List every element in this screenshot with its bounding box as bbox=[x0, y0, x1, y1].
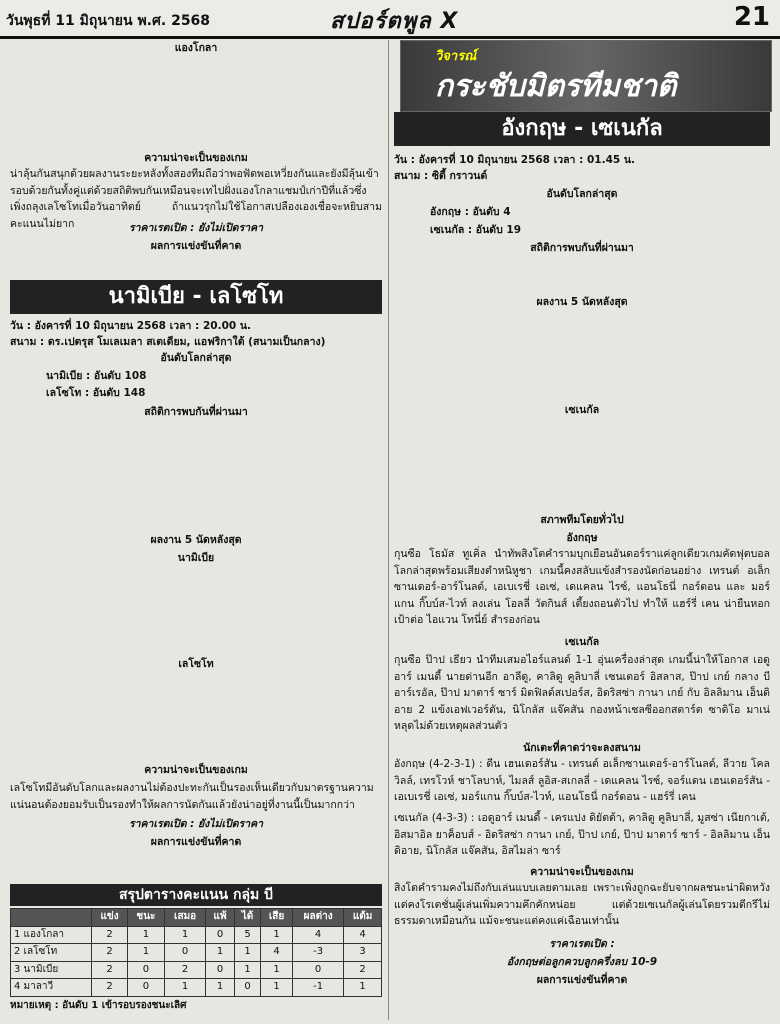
h2h-list bbox=[10, 440, 382, 525]
stat-cell: 1 bbox=[164, 926, 205, 944]
table-row bbox=[11, 979, 382, 997]
standings-column-header bbox=[11, 909, 92, 927]
match-venue: สนาม : ดร.เปตรุส โมเลเมลา สเตเดียม, แอฟริกาใต้ (สนามเป็นกลาง) bbox=[10, 336, 326, 348]
stat-cell: 1 bbox=[261, 926, 293, 944]
team-heading: เซเนกัล bbox=[564, 636, 600, 648]
standings-column-header: แต้ม bbox=[344, 909, 382, 927]
stat-cell: 4 bbox=[261, 944, 293, 962]
section-heading: แองโกลา bbox=[174, 42, 218, 54]
section-heading: ความน่าจะเป็นของเกม bbox=[530, 866, 634, 878]
standings-column-header: เสีย bbox=[261, 909, 293, 927]
match-venue: สนาม : ซิตี้ กราวนด์ bbox=[394, 170, 488, 182]
stat-cell: 3 bbox=[344, 944, 382, 962]
review-banner-headline: กระชับมิตรทีมชาติ bbox=[435, 69, 677, 104]
stat-cell: 2 bbox=[92, 926, 128, 944]
match-time: วัน : อังคารที่ 10 มิถุนายน 2568 เวลา : 20.00 น. bbox=[10, 320, 251, 332]
standings-column-header: แข่ง bbox=[92, 909, 128, 927]
stat-cell: 1 bbox=[261, 979, 293, 997]
team-heading: เลโซโท bbox=[178, 658, 214, 670]
section-heading: สถิติการพบกันที่ผ่านมา bbox=[144, 406, 248, 418]
standings-column-header: ชนะ bbox=[127, 909, 164, 927]
stat-cell: 4 bbox=[344, 926, 382, 944]
section-heading: ผลการแข่งขันที่คาด bbox=[150, 240, 242, 252]
stat-cell: 2 bbox=[92, 979, 128, 997]
table-row bbox=[11, 926, 382, 944]
standings-header-row bbox=[11, 909, 382, 927]
stat-cell: 2 bbox=[92, 961, 128, 979]
stat-cell: 4 bbox=[293, 926, 344, 944]
world-ranking: อังกฤษ : อันดับ 4 bbox=[430, 206, 511, 218]
opening-odds: ราคาเรตเปิด : ยังไม่เปิดราคา bbox=[128, 222, 264, 234]
standings-title: สรุปตารางคะแนน กลุ่ม บี bbox=[10, 884, 382, 906]
results-list bbox=[10, 568, 382, 652]
page-header bbox=[0, 0, 780, 39]
results-list bbox=[394, 418, 770, 504]
stat-cell: 2 bbox=[164, 961, 205, 979]
stat-cell: 0 bbox=[234, 979, 260, 997]
standings-table bbox=[10, 908, 382, 997]
section-heading: ผลการแข่งขันที่คาด bbox=[150, 836, 242, 848]
review-banner-kicker: วิจารณ์ bbox=[435, 49, 477, 64]
stat-cell: 1 bbox=[127, 926, 164, 944]
stat-cell: 1 bbox=[234, 961, 260, 979]
lineup-senegal: เซเนกัล (4-3-3) : เอดูอาร์ เมนดี้ - เครแปง ดิยัตต้า, คาลิดู คูลิบาลี่, มูสซ่า เนียกาเต้, อิสมาอิล ยาค็อบส์ - อิดริสซ่า กานา เกย์, ป๊าป เกย์, ป๊าป มาตาร์ ซาร์ - อิลลิมาน เอ็นดิอาย, นิโกลัส แจ๊คสัน, อิสไมล่า ซาร์ bbox=[394, 812, 770, 857]
match-title-banner: อังกฤษ - เซเนกัล bbox=[394, 112, 770, 146]
masthead-logo: สปอร์ตพูล X bbox=[330, 9, 459, 34]
table-row bbox=[11, 961, 382, 979]
section-heading: สถิติการพบกันที่ผ่านมา bbox=[530, 242, 634, 254]
column-divider bbox=[388, 40, 389, 1020]
section-heading: ผลการแข่งขันที่คาด bbox=[536, 974, 628, 986]
review-banner bbox=[400, 40, 772, 112]
world-ranking: เซเนกัล : อันดับ 19 bbox=[430, 224, 522, 236]
results-list bbox=[10, 58, 382, 142]
stat-cell: -1 bbox=[293, 979, 344, 997]
results-list bbox=[394, 310, 770, 396]
team-name-cell: 3 นามิเบีย bbox=[11, 961, 92, 979]
stat-cell: 0 bbox=[206, 926, 235, 944]
stat-cell: 1 bbox=[164, 979, 205, 997]
stat-cell: 1 bbox=[206, 979, 235, 997]
standings-column-header: ผลต่าง bbox=[293, 909, 344, 927]
opening-odds: ราคาเรตเปิด : ยังไม่เปิดราคา bbox=[128, 818, 264, 830]
section-heading: ความน่าจะเป็นของเกม bbox=[144, 152, 248, 164]
opening-odds: อังกฤษต่อลูกควบลูกครึ่งลบ 10-9 bbox=[506, 956, 658, 968]
section-heading: อันดับโลกล่าสุด bbox=[160, 352, 232, 364]
section-heading: สภาพทีมโดยทั่วไป bbox=[540, 514, 624, 526]
page-number: 21 bbox=[733, 2, 770, 32]
match-time: วัน : อังคารที่ 10 มิถุนายน 2568 เวลา : 01.45 น. bbox=[394, 154, 635, 166]
world-ranking: นามิเบีย : อันดับ 108 bbox=[46, 370, 147, 382]
stat-cell: 1 bbox=[261, 961, 293, 979]
standings-column-header: แพ้ bbox=[206, 909, 235, 927]
section-heading: นักเตะที่คาดว่าจะลงสนาม bbox=[523, 742, 641, 754]
stat-cell: 0 bbox=[206, 961, 235, 979]
standings-column-header: ได้ bbox=[234, 909, 260, 927]
stat-cell: 5 bbox=[234, 926, 260, 944]
section-heading: ผลงาน 5 นัดหลังสุด bbox=[150, 534, 242, 546]
world-ranking: เลโซโท : อันดับ 148 bbox=[46, 387, 146, 399]
article-paragraph: น่าลุ้นกันสนุกด้วยผลงานระยะหลังทั้งสองทีมถือว่าพอฟัดพอเหวี่ยงกันและยังมีลุ้นเข้ารอบด้วยกันทั้งคู่แต่ด้วยสถิติพบกันเหมือนจะเทไปฝั่งแองโกลาแชมป์เก่าปีที่แล้วซึ่งเพิ่งถลุงเลโซโทเมื่อวันอาทิตย์ ถ้าแนวรุกไม่ใช้โอกาสเปลืองเองเชื่อจะหยิบสามคะแนนไม่ยาก bbox=[10, 168, 382, 230]
left-column bbox=[10, 40, 382, 1020]
team-name-cell: 1 แองโกลา bbox=[11, 926, 92, 944]
team-heading: นามิเบีย bbox=[177, 552, 215, 564]
article-paragraph: กุนซือ ป๊าป เธียว นำทีมเสมอไอร์แลนด์ 1-1 อุ่นเครื่องล่าสุด เกมนี้น่าให้โอกาส เอดูอาร์ เมนดี้ นายด่านอีก อาลีดู, คาลิดู คูลิบาลี่ เซนเตอร์ อิสลาส, ป๊าป เกย์ กลาง บีอาร์เรอัล, ป๊าป มาตาร์ ซาร์ มิดฟิลด์สเปอร์ส, อิดริสซ่า กานา เกย์ กับ อิลลิมาน เอ็นดิอาย 2 แข้งเอฟเวอร์ตัน, นิโกลัส แจ๊คสัน กองหน้าเชลซีออกสตาร์ต ซาดิโอ มาเน่ หลุดไม่ด้วยเหตุผลส่วนตัว bbox=[394, 654, 770, 732]
opening-odds-label: ราคาเรตเปิด : bbox=[549, 938, 615, 950]
right-column bbox=[394, 112, 770, 1020]
stat-cell: 1 bbox=[127, 944, 164, 962]
stat-cell: 2 bbox=[344, 961, 382, 979]
article-paragraph: สิงโตคำรามคงไม่ถึงกับเล่นแบบเลยตามเลย เพราะเพิ่งถูกฉะยับจากผลชนะน่าผิดหวัง แต่คงโรเตชั่นผู้เล่นเพิ่มความคึกคักหน่อย แต่ด้วยเซเนกัลผู้เล่นโดยรวมดีกรีไม่ธรรมดาเหมือนกัน แม้จะชนะแต่คงแค่เฉือนเท่านั้น bbox=[394, 882, 770, 927]
stat-cell: 1 bbox=[344, 979, 382, 997]
stat-cell: 0 bbox=[293, 961, 344, 979]
stat-cell: 0 bbox=[164, 944, 205, 962]
stat-cell: 2 bbox=[92, 944, 128, 962]
section-heading: ผลงาน 5 นัดหลังสุด bbox=[536, 296, 628, 308]
standings-column-header: เสมอ bbox=[164, 909, 205, 927]
section-heading: อันดับโลกล่าสุด bbox=[546, 188, 618, 200]
stat-cell: 0 bbox=[127, 979, 164, 997]
stat-cell: 0 bbox=[127, 961, 164, 979]
team-heading: เซเนกัล bbox=[564, 404, 600, 416]
stat-cell: -3 bbox=[293, 944, 344, 962]
team-name-cell: 4 มาลาวี bbox=[11, 979, 92, 997]
article-paragraph: เลโซโทมีอันดับโลกและผลงานไม่ต้องปะทะกันเป็นรองเห็นเดียวกับมาตรฐานความแน่นอนต้องยอมรับเป็นรองทำให้ผลการนัดกันแล้วยังน่าอยู่ที่งานนี้เป็นมากกว่า bbox=[10, 782, 374, 811]
table-row bbox=[11, 944, 382, 962]
stat-cell: 1 bbox=[206, 944, 235, 962]
section-heading: ความน่าจะเป็นของเกม bbox=[144, 764, 248, 776]
standings-note: หมายเหตุ : อันดับ 1 เข้ารอบรองชนะเลิศ bbox=[10, 1000, 187, 1011]
issue-date: วันพุธที่ 11 มิถุนายน พ.ศ. 2568 bbox=[6, 13, 211, 29]
results-list bbox=[10, 674, 382, 758]
lineup-england: อังกฤษ (4-2-3-1) : ดีน เฮนเดอร์สัน - เทรนต์ อเล็กซานเดอร์-อาร์โนลด์, ลีวาย โคลวิลล์, เทรโวห์ ชาโลบาห์, ไมลส์ ลูอิส-สเกลลี่ - เดแคลน ไรซ์, จอร์แดน เฮนเดอร์สัน - เอเบเรชี่ เอเซ่, มอร์แกน กิ๊บบ์ส-ไวท์, แอนโธนี่ กอร์ดอน - แฮร์รี่ เคน bbox=[394, 758, 770, 803]
stat-cell: 1 bbox=[234, 944, 260, 962]
article-paragraph: กุนซือ โธมัส ทูเคิ่ล นำทัพสิงโตคำรามบุกเยือนอันดอร์ราแค่ลูกเดียวเกมคัดฟุตบอลโลกล่าสุดพร้อมเสียงตำหนิหูชา เกมนี้คงสลับแข้งสำรองนัดก่อนอย่าง เทรนต์ อเล็กซานเดอร์-อาร์โนลด์, เอเบเรชี่ เอเซ่, เดแคลน ไรซ์, แอนโธนี่ กอร์ดอน และ มอร์แกน กิ๊บบ์ส-ไวท์ ลงเล่น โอลลี่ วัตกินส์ เตี้ยงถอนตัวไป ทำให้ แฮร์รี่ เคน น่ายืนหอกเป้าต่อ ไอแวน โทนี่ย์ สำรองก่อน bbox=[394, 548, 770, 626]
team-name-cell: 2 เลโซโท bbox=[11, 944, 92, 962]
match-title-banner: นามิเบีย - เลโซโท bbox=[10, 280, 382, 314]
team-heading: อังกฤษ bbox=[566, 532, 598, 544]
